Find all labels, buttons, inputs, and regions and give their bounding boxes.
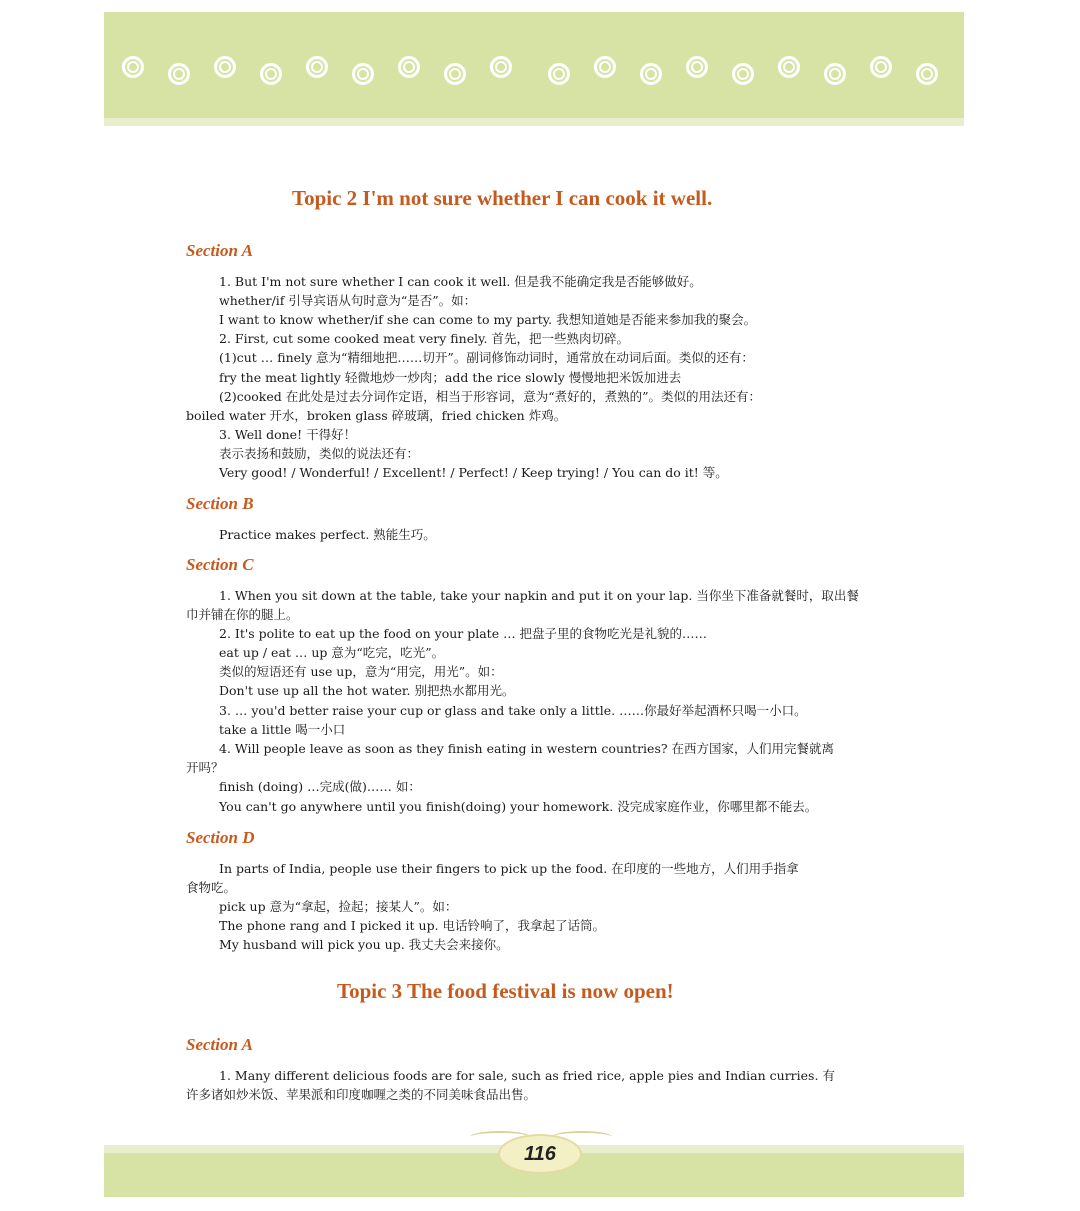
topic2-title: Topic 2 I'm not sure whether I can cook it well.	[292, 186, 713, 210]
ring-icon	[732, 63, 754, 85]
section-c-line: 3. … you'd better raise your cup or glass and take only a little. ……你最好举起酒杯只喝一小口。	[219, 703, 807, 718]
section-b-line: Practice makes perfect. 熟能生巧。	[219, 527, 436, 542]
section-d-line: In parts of India, people use their fingers to pick up the food. 在印度的一些地方，人们用手指拿	[219, 861, 799, 876]
topic3-section-a-line: 1. Many different delicious foods are for sale, such as fried rice, apple pies and Indian curries. 有	[219, 1068, 835, 1083]
section-c-heading: Section C	[186, 555, 254, 574]
section-d-line: My husband will pick you up. 我丈夫会来接你。	[219, 937, 509, 952]
section-c-line: You can't go anywhere until you finish(doing) your homework. 没完成家庭作业，你哪里都不能去。	[219, 799, 818, 814]
ring-icon	[490, 56, 512, 78]
ring-icon	[168, 63, 190, 85]
header-divider	[104, 118, 964, 126]
section-d-line: 食物吃。	[186, 880, 237, 895]
section-a-line: 1. But I'm not sure whether I can cook it well. 但是我不能确定我是否能够做好。	[219, 274, 702, 289]
ring-icon	[306, 56, 328, 78]
topic3-section-a-line: 许多诸如炒米饭、苹果派和印度咖喱之类的不同美味食品出售。	[186, 1087, 537, 1102]
ring-icon	[778, 56, 800, 78]
ring-icon	[352, 63, 374, 85]
section-c-line: Don't use up all the hot water. 别把热水都用光。	[219, 683, 515, 698]
ring-icon	[870, 56, 892, 78]
section-a-heading: Section A	[186, 241, 253, 260]
ring-icon	[444, 63, 466, 85]
section-c-line: finish (doing) …完成(做)…… 如：	[219, 779, 421, 794]
section-b-heading: Section B	[186, 494, 254, 513]
section-c-line: 类似的短语还有 use up，意为“用完，用光”。如：	[219, 664, 503, 679]
section-a-line: 2. First, cut some cooked meat very finely. 首先，把一些熟肉切碎。	[219, 331, 629, 346]
ring-icon	[260, 63, 282, 85]
ring-icon	[398, 56, 420, 78]
topic3-section-a-heading: Section A	[186, 1035, 253, 1054]
topic3-title: Topic 3 The food festival is now open!	[337, 979, 674, 1003]
ring-icon	[824, 63, 846, 85]
section-a-line: boiled water 开水，broken glass 碎玻璃，fried chicken 炸鸡。	[186, 408, 567, 423]
section-a-line: 表示表扬和鼓励，类似的说法还有：	[219, 446, 420, 461]
ring-icon	[214, 56, 236, 78]
section-d-heading: Section D	[186, 828, 255, 847]
ring-icon	[594, 56, 616, 78]
page-number: 116	[500, 1136, 580, 1172]
section-c-line: take a little 喝一小口	[219, 722, 346, 737]
section-c-line: 巾并铺在你的腿上。	[186, 607, 299, 622]
section-a-line: (1)cut … finely 意为“精细地把……切开”。副词修饰动词时，通常放在动词后面。类似的还有：	[219, 350, 754, 365]
section-a-line: I want to know whether/if she can come to my party. 我想知道她是否能来参加我的聚会。	[219, 312, 757, 327]
section-c-line: 2. It's polite to eat up the food on your plate … 把盘子里的食物吃光是礼貌的……	[219, 626, 708, 641]
section-c-line: 1. When you sit down at the table, take your napkin and put it on your lap. 当你坐下准备就餐时，取出餐	[219, 588, 859, 603]
section-c-line: 开吗？	[186, 760, 224, 775]
section-d-line: pick up 意为“拿起，捡起；接某人”。如：	[219, 899, 458, 914]
ring-icon	[686, 56, 708, 78]
ring-icon	[122, 56, 144, 78]
section-a-line: (2)cooked 在此处是过去分词作定语，相当于形容词，意为“煮好的，煮熟的”。类似的用法还有：	[219, 389, 761, 404]
section-a-line: 3. Well done! 干得好！	[219, 427, 357, 442]
ring-icon	[916, 63, 938, 85]
ring-icon	[548, 63, 570, 85]
section-a-line: fry the meat lightly 轻微地炒一炒肉；add the rice slowly 慢慢地把米饭加进去	[219, 370, 682, 385]
section-a-line: whether/if 引导宾语从句时意为“是否”。如：	[219, 293, 477, 308]
ring-icon	[640, 63, 662, 85]
section-a-line: Very good! / Wonderful! / Excellent! / Perfect! / Keep trying! / You can do it! 等。	[219, 465, 728, 480]
section-d-line: The phone rang and I picked it up. 电话铃响了，我拿起了话筒。	[219, 918, 606, 933]
section-c-line: eat up / eat … up 意为“吃完，吃光”。	[219, 645, 445, 660]
section-c-line: 4. Will people leave as soon as they finish eating in western countries? 在西方国家，人们用完餐就离	[219, 741, 835, 756]
